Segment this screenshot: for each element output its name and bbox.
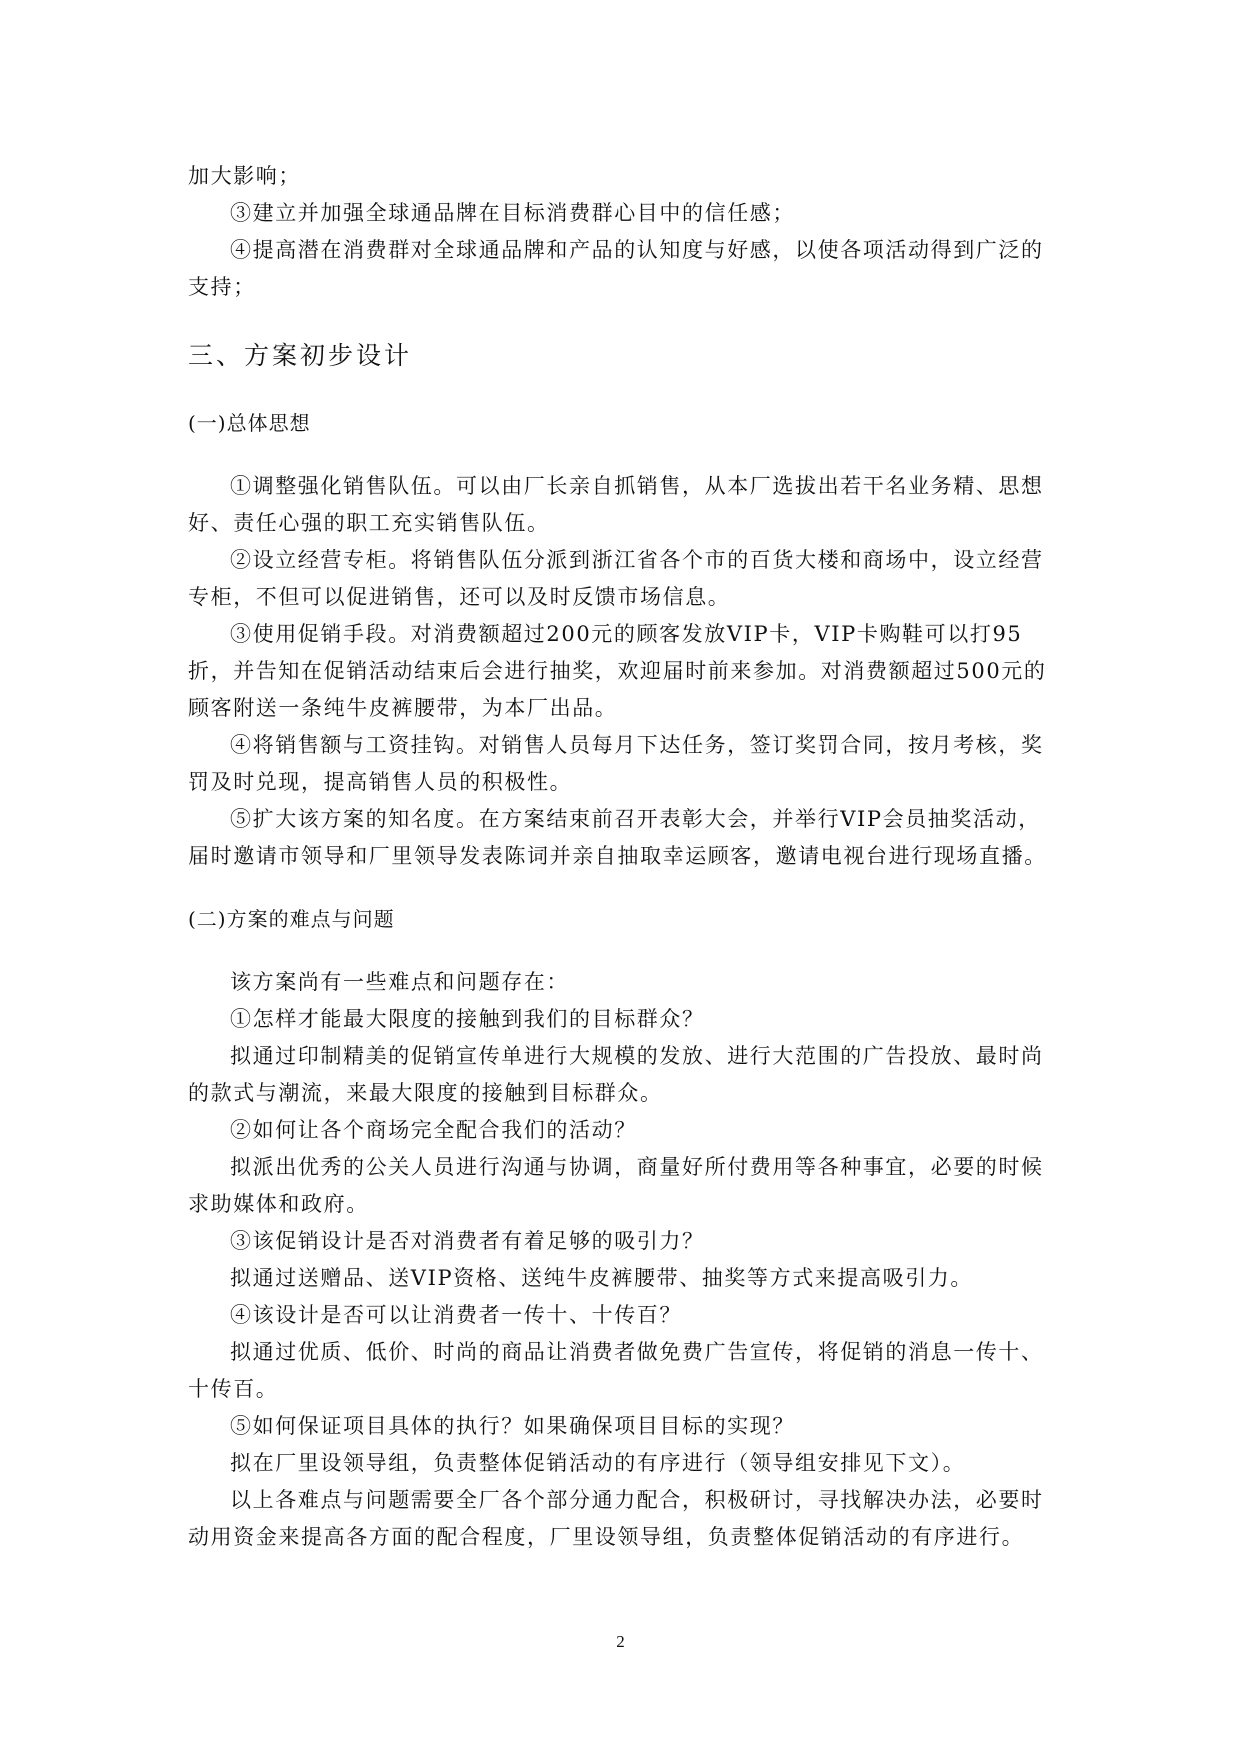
- intro-line: 加大影响；: [188, 164, 301, 188]
- paragraph: ②设立经营专柜。将销售队伍分派到浙江省各个市的百货大楼和商场中，设立经营专柜，不但可以促进销售，还可以及时反馈市场信息。: [188, 548, 1044, 609]
- paragraph: ①调整强化销售队伍。可以由厂长亲自抓销售，从本厂选拔出若干名业务精、思想好、责任心强的职工充实销售队伍。: [188, 474, 1044, 535]
- question: ③该促销设计是否对消费者有着足够的吸引力？: [230, 1229, 705, 1253]
- question: ②如何让各个商场完全配合我们的活动？: [230, 1118, 637, 1142]
- answer: 拟通过印制精美的促销宣传单进行大规模的发放、进行大范围的广告投放、最时尚的款式与潮流，来最大限度的接触到目标群众。: [188, 1044, 1044, 1105]
- answer: 拟通过送赠品、送VIP资格、送纯牛皮裤腰带、抽奖等方式来提高吸引力。: [230, 1266, 973, 1290]
- answer: 拟通过优质、低价、时尚的商品让消费者做免费广告宣传，将促销的消息一传十、十传百。: [188, 1340, 1044, 1401]
- subsection-heading-difficulties: (二)方案的难点与问题: [188, 907, 395, 931]
- paragraph: ③使用促销手段。对消费额超过200元的顾客发放VIP卡，VIP卡购鞋可以打95折，并告知在促销活动结束后会进行抽奖，欢迎届时前来参加。对消费额超过500元的顾客附送一条纯牛皮裤腰带，为本厂出品。: [188, 622, 1047, 720]
- question: ①怎样才能最大限度的接触到我们的目标群众？: [230, 1007, 705, 1031]
- paragraph: ⑤扩大该方案的知名度。在方案结束前召开表彰大会，并举行VIP会员抽奖活动，届时邀请市领导和厂里领导发表陈词并亲自抽取幸运顾客，邀请电视台进行现场直播。: [188, 807, 1047, 868]
- intro-line: ④提高潜在消费群对全球通品牌和产品的认知度与好感，以使各项活动得到广泛的支持；: [188, 238, 1044, 299]
- section-heading: 三、方案初步设计: [188, 341, 413, 370]
- question: ⑤如何保证项目具体的执行？如果确保项目目标的实现？: [230, 1414, 795, 1438]
- answer: 拟在厂里设领导组，负责整体促销活动的有序进行（领导组安排见下文）。: [230, 1451, 966, 1475]
- paragraph: ④将销售额与工资挂钩。对销售人员每月下达任务，签订奖罚合同，按月考核，奖罚及时兑现，提高销售人员的积极性。: [188, 733, 1044, 794]
- intro-line: ③建立并加强全球通品牌在目标消费群心目中的信任感；: [230, 201, 795, 225]
- paragraph: 该方案尚有一些难点和问题存在：: [230, 970, 569, 994]
- question: ④该设计是否可以让消费者一传十、十传百？: [230, 1303, 682, 1327]
- page-number: 2: [616, 1632, 625, 1651]
- paragraph: 以上各难点与问题需要全厂各个部分通力配合，积极研讨，寻找解决办法，必要时动用资金来提高各方面的配合程度，厂里设领导组，负责整体促销活动的有序进行。: [188, 1488, 1044, 1549]
- subsection-heading-overall-idea: (一)总体思想: [188, 411, 311, 435]
- page-content: [188, 158, 1054, 1556]
- answer: 拟派出优秀的公关人员进行沟通与协调，商量好所付费用等各种事宜，必要的时候求助媒体和政府。: [188, 1155, 1044, 1216]
